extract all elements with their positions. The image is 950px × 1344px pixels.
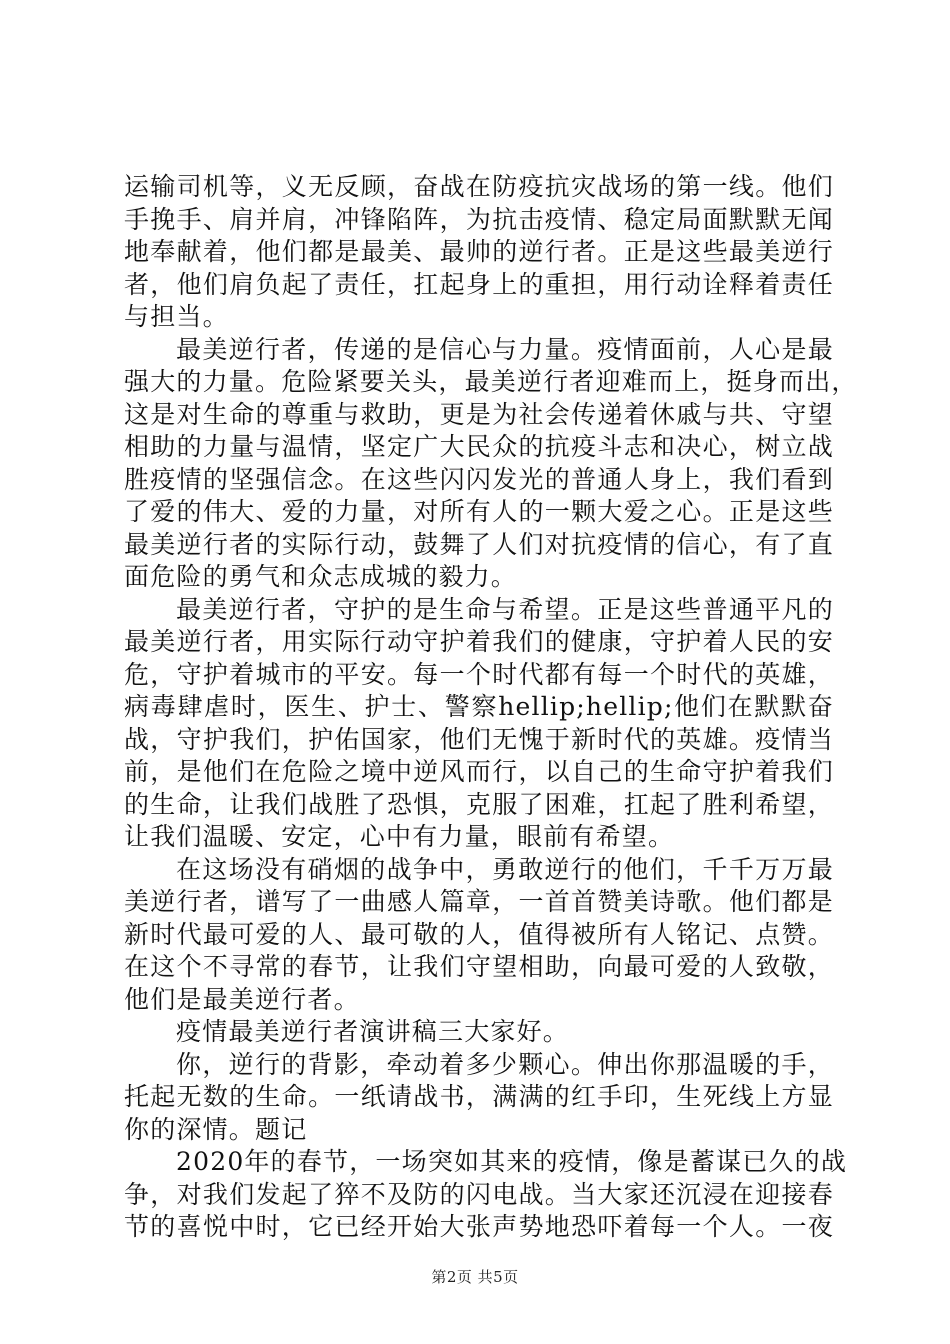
page-footer: 第2页 共5页 (431, 1268, 519, 1286)
text-line: 与担当。 (124, 302, 229, 331)
text-line: 手挽手、肩并肩，冲锋陷阵，为抗击疫情、稳定局面默默无闻 (124, 204, 834, 234)
text-line: 你的深情。题记 (124, 1114, 308, 1144)
paragraph-first-line: 2020年的春节，一场突如其来的疫情，像是蓄谋已久的战 (176, 1147, 848, 1176)
text-line: 的生命，让我们战胜了恐惧，克服了困难，扛起了胜利希望， (124, 789, 834, 819)
text-line: 了爱的伟大、爱的力量，对所有人的一颗大爱之心。正是这些 (124, 497, 834, 526)
text-line: 争，对我们发起了猝不及防的闪电战。当大家还沉浸在迎接春 (124, 1179, 834, 1209)
paragraph-first-line: 在这场没有硝烟的战争中，勇敢逆行的他们，千千万万最 (176, 854, 834, 884)
text-line: 最美逆行者的实际行动，鼓舞了人们对抗疫情的信心，有了直 (124, 529, 834, 559)
text-line: 在这个不寻常的春节，让我们守望相助，向最可爱的人致敬， (124, 952, 834, 981)
text-line: 托起无数的生命。一纸请战书，满满的红手印，生死线上方显 (124, 1082, 834, 1111)
paragraph-first-line: 你，逆行的背影，牵动着多少颗心。伸出你那温暖的手， (176, 1049, 834, 1079)
text-line: 病毒肆虐时，医生、护士、警察hellip;hellip;他们在默默奋 (124, 692, 834, 721)
text-line: 胜疫情的坚强信念。在这些闪闪发光的普通人身上，我们看到 (124, 464, 834, 494)
text-line: 战，守护我们，护佑国家，他们无愧于新时代的英雄。疫情当 (124, 724, 834, 754)
paragraph-first-line: 最美逆行者，守护的是生命与希望。正是这些普通平凡的 (176, 594, 834, 624)
text-line: 这是对生命的尊重与救助，更是为社会传递着休戚与共、守望 (124, 399, 834, 429)
text-line: 美逆行者，谱写了一曲感人篇章，一首首赞美诗歌。他们都是 (124, 887, 834, 916)
text-line: 地奉献着，他们都是最美、最帅的逆行者。正是这些最美逆行 (124, 237, 834, 266)
text-line: 他们是最美逆行者。 (124, 984, 360, 1014)
text-line: 让我们温暖、安定，心中有力量，眼前有希望。 (124, 822, 675, 851)
text-line: 运输司机等，义无反顾，奋战在防疫抗灾战场的第一线。他们 (124, 172, 834, 201)
text-line: 强大的力量。危险紧要关头，最美逆行者迎难而上，挺身而出， (124, 367, 858, 396)
text-line: 相助的力量与温情，坚定广大民众的抗疫斗志和决心，树立战 (124, 432, 834, 461)
text-line: 新时代最可爱的人、最可敬的人，值得被所有人铭记、点赞。 (124, 919, 834, 949)
paragraph-first-line: 最美逆行者，传递的是信心与力量。疫情面前，人心是最 (176, 334, 834, 364)
text-line: 前，是他们在危险之境中逆风而行，以自己的生命守护着我们 (124, 757, 834, 786)
text-line: 面危险的勇气和众志成城的毅力。 (124, 562, 518, 591)
text-line: 者，他们肩负起了责任，扛起身上的重担，用行动诠释着责任 (124, 269, 834, 299)
text-line: 节的喜悦中时，它已经开始大张声势地恐吓着每一个人。一夜 (124, 1212, 834, 1241)
document-body (124, 171, 858, 1244)
text-line: 最美逆行者，用实际行动守护着我们的健康，守护着人民的安 (124, 627, 834, 656)
text-line: 危，守护着城市的平安。每一个时代都有每一个时代的英雄， (124, 659, 834, 689)
paragraph-first-line: 疫情最美逆行者演讲稿三大家好。 (176, 1017, 570, 1046)
